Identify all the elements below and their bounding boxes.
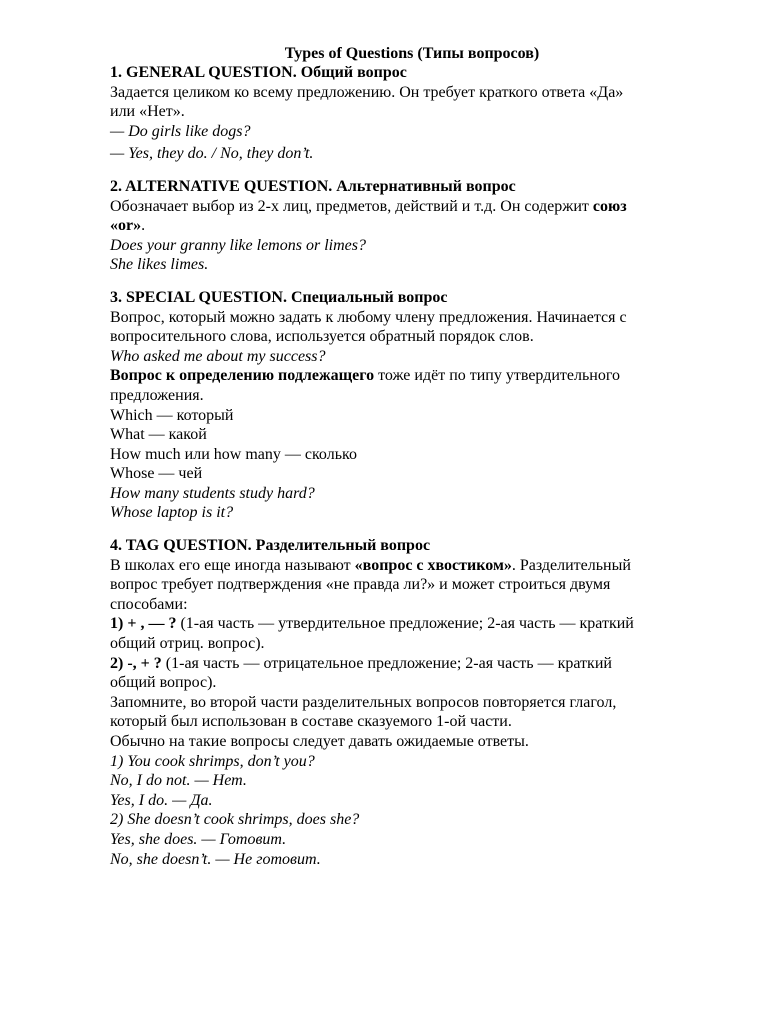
paragraph-line [110, 556, 710, 576]
paragraph-line [110, 216, 710, 236]
example-line: How many students study hard? [110, 484, 315, 502]
paragraph-line: общий отриц. вопрос). [110, 635, 265, 653]
example-line: — Yes, they do. / No, they don’t. [110, 145, 314, 163]
section-heading: 2. ALTERNATIVE QUESTION. Альтернативный вопрос [110, 177, 516, 195]
paragraph-text: В школах его еще иногда называют [110, 556, 355, 574]
paragraph-line: общий вопрос). [110, 674, 217, 692]
paragraph-line [110, 614, 710, 634]
paragraph-line: способами: [110, 595, 188, 613]
paragraph-line: вопрос требует подтверждения «не правда ли?» и может строиться двумя [110, 576, 611, 594]
example-line: Yes, I do. — Да. [110, 791, 213, 809]
document-title: Types of Questions (Типы вопросов) [284, 45, 540, 62]
emphasis-text: 2) -, + ? [110, 654, 162, 672]
paragraph-text: (1-ая часть — отрицательное предложение; 2-ая часть — краткий [161, 654, 612, 672]
section-general-question [110, 63, 710, 164]
example-line: 2) She doesn’t cook shrimps, does she? [110, 811, 360, 829]
section-alternative-question [110, 177, 710, 275]
example-line: Yes, she does. — Готовит. [110, 830, 287, 848]
word-line: Which — который [110, 406, 234, 424]
section-tag-question [110, 536, 710, 869]
emphasis-text: 1) + , — ? [110, 615, 177, 633]
paragraph-text: . [141, 217, 146, 235]
example-line: Whose laptop is it? [110, 504, 234, 522]
paragraph-line: предложения. [110, 386, 204, 404]
example-line: She likes limes. [110, 256, 209, 274]
word-line: What — какой [110, 426, 207, 444]
paragraph-line: или «Нет». [110, 103, 185, 121]
example-line: 1) You cook shrimps, don’t you? [110, 752, 315, 770]
section-heading: 3. SPECIAL QUESTION. Специальный вопрос [110, 288, 448, 306]
paragraph-text: . Разделительный [511, 556, 631, 574]
paragraph-text: Обозначает выбор из 2-х лиц, предметов, действий и т.д. Он содержит [110, 197, 593, 215]
section-heading: 4. TAG QUESTION. Разделительный вопрос [110, 537, 431, 555]
paragraph-line: Вопрос, который можно задать к любому члену предложения. Начинается с [110, 308, 627, 326]
paragraph-text: (1-ая часть — утвердительное предложение; 2-ая часть — краткий [176, 615, 634, 633]
example-line: Does your granny like lemons or limes? [110, 236, 366, 254]
paragraph-line [110, 366, 710, 386]
paragraph-line [110, 654, 710, 674]
word-line: Whose — чей [110, 465, 203, 483]
paragraph-line [110, 197, 710, 217]
emphasis-text: «or» [110, 217, 142, 235]
document-content [110, 63, 710, 882]
section-heading: 1. GENERAL QUESTION. Общий вопрос [110, 64, 407, 81]
paragraph-line: Обычно на такие вопросы следует давать ожидаемые ответы. [110, 733, 529, 750]
paragraph-text: тоже идёт по типу утвердительного [374, 367, 621, 385]
example-line: No, she doesn’t. — Не готовит. [110, 850, 321, 868]
section-special-question [110, 288, 710, 523]
emphasis-text: союз [592, 197, 627, 215]
emphasis-text: Вопрос к определению подлежащего [110, 367, 375, 385]
emphasis-text: «вопрос с хвостиком» [354, 556, 512, 574]
paragraph-line: Задается целиком ко всему предложению. Он требует краткого ответа «Да» [110, 83, 624, 101]
example-line: — Do girls like dogs? [110, 122, 251, 140]
example-line: No, I do not. — Нет. [110, 772, 247, 790]
word-line: How much или how many — сколько [110, 445, 357, 463]
paragraph-line: вопросительного слова, используется обратный порядок слов. [110, 328, 534, 346]
example-line: Who asked me about my success? [110, 347, 326, 365]
paragraph-line: Запомните, во второй части разделительных вопросов повторяется глагол, [110, 693, 617, 711]
paragraph-line: который был использован в составе сказуемого 1-ой части. [110, 713, 512, 731]
